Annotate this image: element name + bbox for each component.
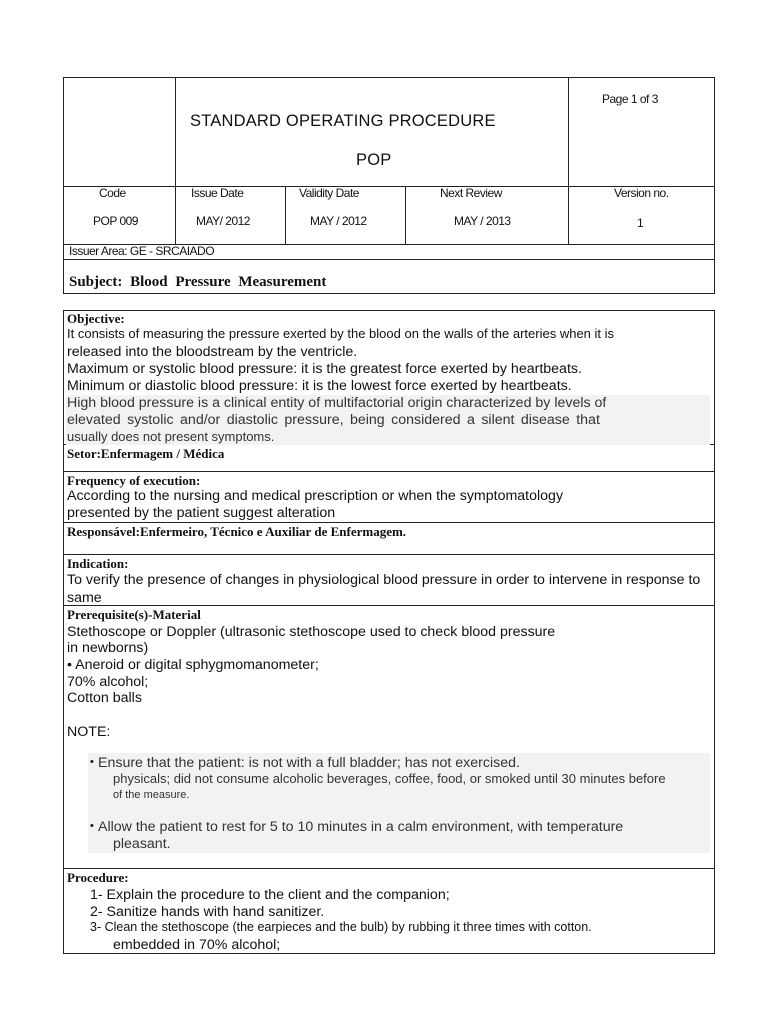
material-item: Stethoscope or Doppler (ultrasonic stethoscope used to check blood pressure	[67, 624, 556, 640]
frequency-line: presented by the patient suggest alteration	[67, 505, 336, 521]
bullet-icon: •	[90, 820, 94, 832]
document-subtitle: POP	[356, 151, 392, 169]
divider	[63, 471, 715, 472]
next-review-value: MAY / 2013	[454, 214, 511, 228]
code-value: POP 009	[93, 214, 138, 228]
material-item: in newborns)	[67, 640, 149, 656]
validity-date-label: Validity Date	[299, 186, 359, 200]
procedure-step: 1- Explain the procedure to the client and the companion;	[90, 887, 450, 903]
material-item: • Aneroid or digital sphygmomanometer;	[67, 657, 319, 673]
divider	[175, 77, 176, 244]
version-value: 1	[637, 216, 644, 230]
code-label: Code	[99, 186, 126, 200]
bullet-icon: •	[90, 756, 94, 768]
objective-line: released into the bloodstream by the ventricle.	[67, 344, 358, 360]
objective-heading: Objective:	[67, 311, 125, 326]
procedure-heading: Procedure:	[67, 870, 129, 885]
indication-line: same	[67, 590, 102, 606]
note-line: of the measure.	[113, 789, 190, 801]
divider	[63, 554, 715, 555]
divider	[405, 186, 406, 244]
divider	[63, 522, 715, 523]
note-line: physicals; did not consume alcoholic beverages, coffee, food, or smoked until 30 minutes before	[113, 771, 666, 786]
frequency-heading: Frequency of execution:	[67, 473, 201, 488]
objective-line: elevated systolic and/or diastolic pressure, being considered a silent disease that	[67, 412, 600, 428]
divider	[568, 77, 569, 244]
divider	[63, 259, 715, 260]
subject-line: Subject: Blood Pressure Measurement	[69, 274, 327, 290]
note-line: Allow the patient to rest for 5 to 10 minutes in a calm environment, with temperature	[98, 819, 624, 835]
procedure-step: 2- Sanitize hands with hand sanitizer.	[90, 904, 325, 920]
prerequisites-heading: Prerequisite(s)-Material	[67, 607, 201, 622]
sector-label: Setor:Enfermagem / Médica	[67, 446, 225, 461]
page-number: Page 1 of 3	[602, 92, 658, 106]
validity-date-value: MAY / 2012	[310, 214, 367, 228]
objective-line: High blood pressure is a clinical entity of multifactorial origin characterized by levels of	[67, 395, 607, 411]
objective-line: Minimum or diastolic blood pressure: it is the lowest force exerted by heartbeats.	[67, 378, 572, 394]
issue-date-value: MAY/ 2012	[196, 214, 250, 228]
document-title: STANDARD OPERATING PROCEDURE	[190, 112, 496, 130]
note-label: NOTE:	[67, 724, 111, 740]
indication-line: To verify the presence of changes in physiological blood pressure in order to intervene in response to	[67, 572, 701, 588]
version-label: Version no.	[614, 186, 669, 200]
procedure-step: 3- Clean the stethoscope (the earpieces and the bulb) by rubbing it three times with cotton.	[90, 920, 592, 934]
material-item: 70% alcohol;	[67, 674, 149, 690]
material-item: Cotton balls	[67, 690, 142, 706]
objective-line: It consists of measuring the pressure exerted by the blood on the walls of the arteries when it is	[67, 326, 615, 341]
note-line: Ensure that the patient: is not with a full bladder; has not exercised.	[98, 755, 520, 771]
next-review-label: Next Review	[440, 186, 502, 200]
indication-heading: Indication:	[67, 556, 129, 571]
divider	[285, 186, 286, 244]
issuer-area: Issuer Area: GE - SRCAIADO	[69, 244, 215, 258]
note-line: pleasant.	[113, 836, 171, 852]
objective-line: usually does not present symptoms.	[67, 429, 275, 444]
objective-line: Maximum or systolic blood pressure: it is the greatest force exerted by heartbeats.	[67, 361, 582, 377]
issue-date-label: Issue Date	[191, 186, 244, 200]
responsible-label: Responsável:Enfermeiro, Técnico e Auxiliar de Enfermagem.	[67, 524, 407, 539]
divider	[63, 868, 715, 869]
procedure-step-continued: embedded in 70% alcohol;	[113, 937, 281, 953]
frequency-line: According to the nursing and medical prescription or when the symptomatology	[67, 488, 564, 504]
divider	[63, 605, 715, 606]
